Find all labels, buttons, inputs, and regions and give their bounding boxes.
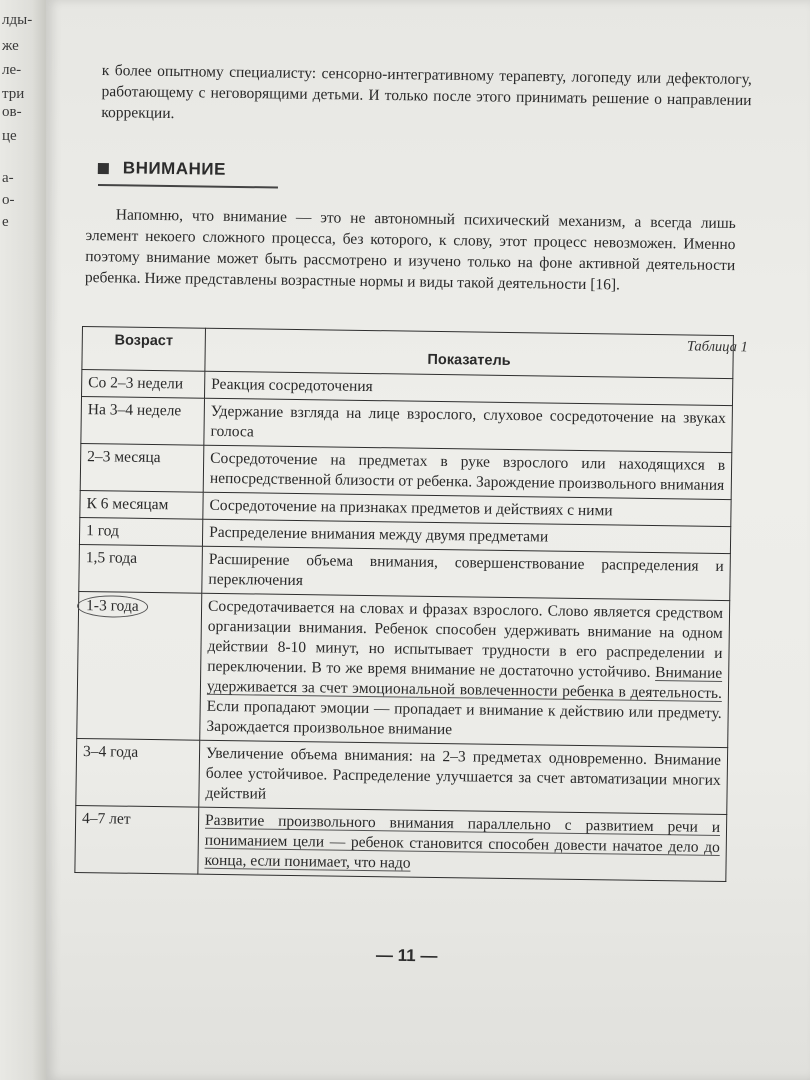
adjacent-page xyxy=(0,0,46,1080)
table-caption: Таблица 1 xyxy=(686,338,748,356)
table-row xyxy=(77,591,730,747)
adjacent-text-fragment: же xyxy=(2,38,19,54)
adjacent-text-fragment: ле- xyxy=(2,62,22,78)
adjacent-text-fragment: ов- xyxy=(2,104,22,120)
heading-bullet-icon xyxy=(98,162,109,173)
heading-underline xyxy=(98,184,278,189)
age-cell: 3–4 года xyxy=(76,738,200,807)
adjacent-text-fragment: о- xyxy=(2,192,15,208)
indicator-text: Если пропадают эмоции — пропадает и внимание к действию или предмету. Зарождается произвольное внимание xyxy=(206,697,722,739)
age-cell: 4–7 лет xyxy=(75,805,199,874)
body-text xyxy=(85,204,736,297)
indicator-cell: Удержание взгляда на лице взрослого, слуховое сосредоточение на звуках голоса xyxy=(204,398,733,452)
age-cell: 2–3 месяца xyxy=(80,443,204,492)
intro-paragraph: к более опытному специалисту: сенсорно-интегративному терапевту, логопеду или дефектологу, работающему с неговорящими детьми. И только после этого принимать решение о направлении коррекции. xyxy=(101,61,752,123)
underlined-indicator-text: Внимание удерживается за счет эмоциональной вовлеченности ребенка в деятельность. xyxy=(206,664,723,702)
age-cell xyxy=(77,591,202,740)
indicator-cell: Сосредоточение на признаках предметов и действиях с ними xyxy=(203,492,731,526)
intro-text xyxy=(101,60,752,132)
indicator-cell: Расширение объема внимания, совершенствование распределения и переключения xyxy=(202,546,731,600)
age-cell: На 3–4 неделе xyxy=(81,397,205,446)
indicator-cell xyxy=(198,807,727,881)
column-header-age: Возраст xyxy=(82,327,206,372)
adjacent-text-fragment: а- xyxy=(2,170,14,186)
adjacent-text-fragment: це xyxy=(2,128,17,144)
book-page xyxy=(46,0,810,1080)
adjacent-text-fragment: е xyxy=(2,214,9,230)
circled-age-label: 1-3 года xyxy=(77,595,148,618)
table-row xyxy=(76,738,728,814)
indicator-cell: Распределение внимания между двумя предметами xyxy=(202,519,730,553)
body-paragraph: Напомню, что внимание — это не автономный психический механизм, а всегда лишь элемент некоего сложного процесса, без которого, к слову, этот процесс невозможен. Именно поэтому внимание может быть рассмотрено и изучено только на фоне активной деятельности ребенка. Ниже представлены возрастные нормы и виды такой деятельности [16]. xyxy=(84,206,736,294)
age-cell: К 6 месяцам xyxy=(80,490,203,519)
section-heading xyxy=(98,158,226,180)
underlined-indicator-text: Развитие произвольного внимания параллельно с развитием речи и пониманием цели — ребенок становится способен довести начатое дело до конца, если понимает, что надо xyxy=(204,811,721,872)
adjacent-text-fragment: лды- xyxy=(2,12,33,28)
page-number: — 11 — xyxy=(375,945,438,966)
norms-table-wrapper xyxy=(74,326,748,882)
column-header-indicator: Показатель xyxy=(205,328,734,378)
indicator-cell xyxy=(200,593,730,747)
indicator-cell: Увеличение объема внимания: на 2–3 предметах одновременно. Внимание более устойчивое. Распределение улучшается за счет автоматизации многих действий xyxy=(199,740,728,814)
age-cell: 1,5 года xyxy=(79,544,203,593)
table-row xyxy=(75,805,727,881)
age-cell: 1 год xyxy=(79,517,202,546)
adjacent-text-fragment: три xyxy=(2,86,25,102)
indicator-cell: Реакция сосредоточения xyxy=(205,371,733,405)
age-cell: Со 2–3 недели xyxy=(82,370,205,399)
indicator-text: Сосредотачивается на словах и фразах взрослого. Слово является средством организации внимания. Ребенок способен удерживать внимание на одном действии 8-10 минут, но испытывает трудности в его распределении и переключении. В то же время внимание не достаточно устойчиво. xyxy=(207,597,724,682)
indicator-cell: Сосредоточение на предметах в руке взрослого или находящихся в непосредственной близости от ребенка. Зарождение произвольного внимания xyxy=(203,445,732,499)
norms-table xyxy=(74,326,734,882)
section-title: ВНИМАНИЕ xyxy=(122,158,227,179)
